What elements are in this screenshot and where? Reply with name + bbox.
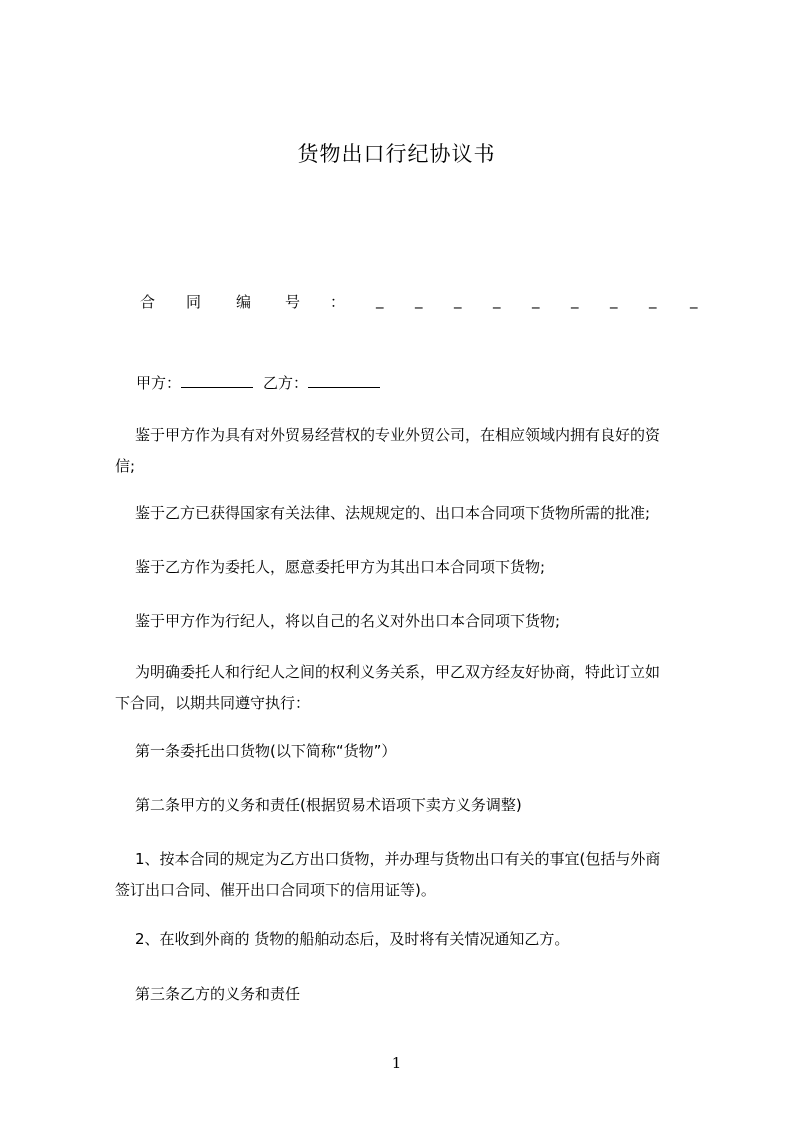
paragraph: 2、在收到外商的 货物的船舶动态后，及时将有关情况通知乙方。 — [135, 930, 570, 948]
document-title: 货物出口行纪协议书 — [297, 142, 496, 166]
paragraph: 第三条乙方的义务和责任 — [135, 985, 301, 1003]
paragraph: 鉴于甲方作为具有对外贸易经营权的专业外贸公司，在相应领域内拥有良好的资 信; — [115, 426, 661, 475]
contract-number-blank: _ — [610, 291, 618, 309]
paragraph: 鉴于甲方作为行纪人，将以自己的名义对外出口本合同项下货物; — [135, 612, 561, 630]
contract-number-char: 同 — [186, 293, 202, 311]
contract-number-blank: _ — [376, 291, 384, 309]
parties-line — [136, 372, 390, 393]
contract-number-blank: _ — [649, 291, 657, 309]
party-b-label: 乙方： — [263, 374, 309, 392]
paragraph: 鉴于乙方已获得国家有关法律、法规规定的、出口本合同项下货物所需的批准; — [135, 504, 651, 522]
paragraph: 为明确委托人和行纪人之间的权利义务关系，甲乙双方经友好协商，特此订立如 下合同，以期共同遵守执行： — [115, 663, 661, 712]
party-a-blank — [181, 373, 253, 388]
page-number: 1 — [391, 1054, 402, 1072]
party-a-label: 甲方： — [136, 374, 182, 392]
contract-number-blank: _ — [493, 291, 501, 309]
contract-number-colon: ： — [330, 293, 346, 311]
contract-number-char: 号 — [285, 293, 301, 311]
paragraph: 第二条甲方的义务和责任(根据贸易术语项下卖方义务调整) — [135, 796, 522, 814]
contract-number-blank: _ — [571, 291, 579, 309]
contract-number-blank: _ — [690, 291, 698, 309]
contract-number-row — [140, 291, 705, 313]
paragraph: 鉴于乙方作为委托人，愿意委托甲方为其出口本合同项下货物; — [135, 558, 546, 576]
paragraph: 第一条委托出口货物(以下简称“货物”） — [135, 742, 397, 760]
party-b-blank — [308, 373, 380, 388]
contract-number-blank: _ — [454, 291, 462, 309]
paragraph: 1、按本合同的规定为乙方出口货物，并办理与货物出口有关的事宜(包括与外商 签订出口合同、催开出口合同项下的信用证等)。 — [115, 850, 661, 899]
contract-number-blank: _ — [532, 291, 540, 309]
contract-number-blank: _ — [415, 291, 423, 309]
contract-number-char: 合 — [140, 293, 156, 311]
contract-number-char: 编 — [236, 293, 252, 311]
